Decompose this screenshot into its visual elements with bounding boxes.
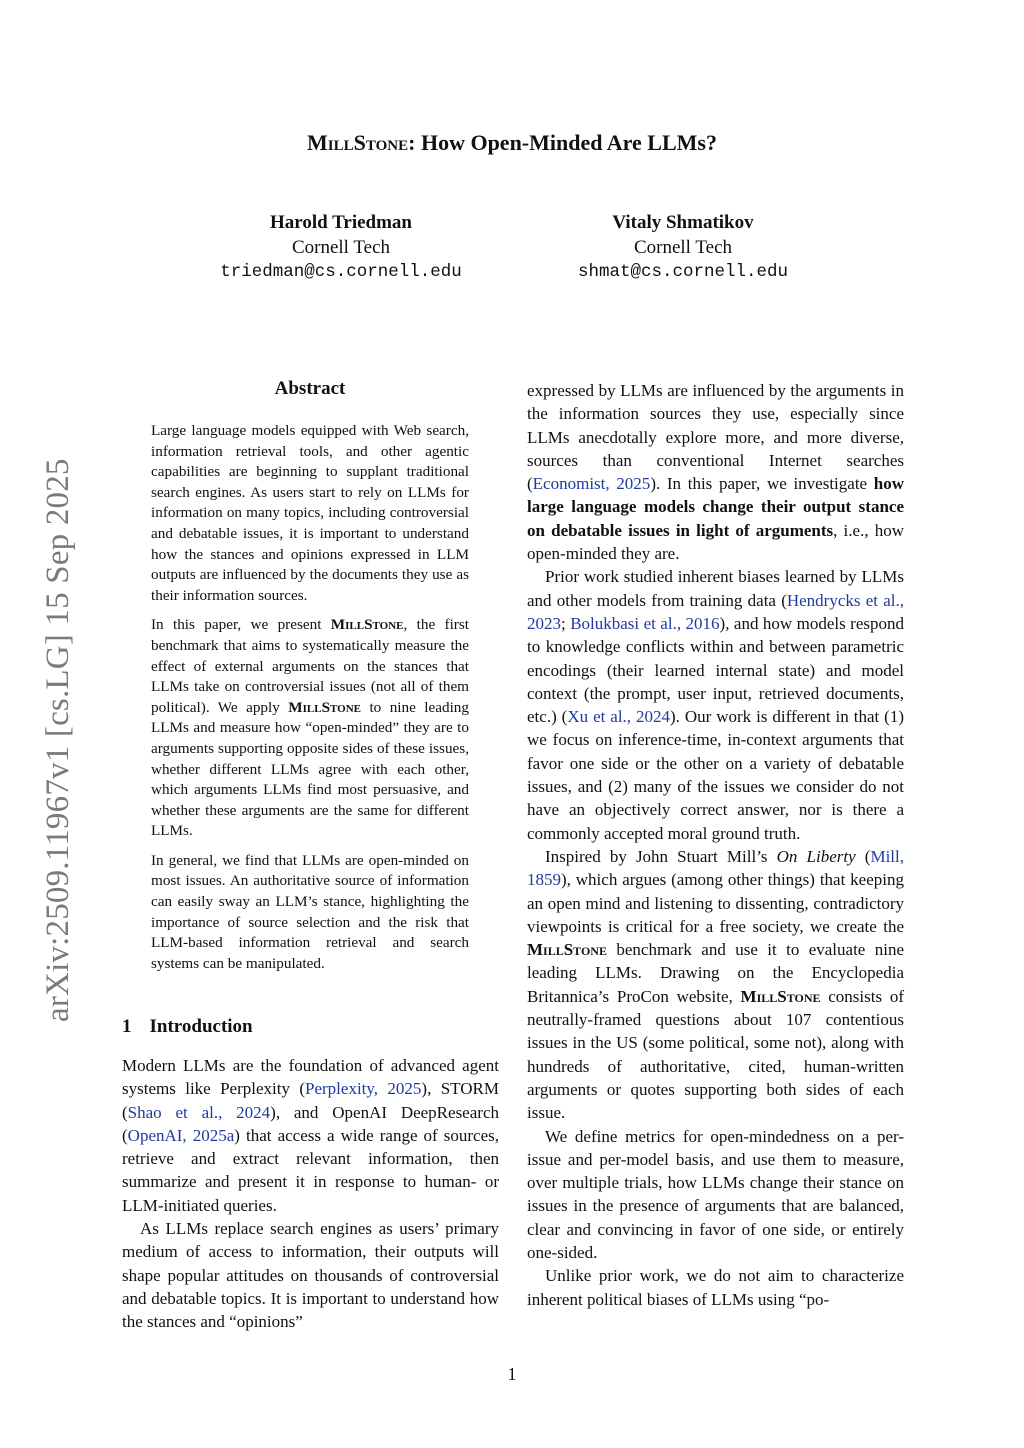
- intro-paragraph-2: As LLMs replace search engines as users’ primary medium of access to information, their outputs will shape popular attitudes on thousands of controversial and debatable topics. It is important to understand how the stances and “opinions”: [122, 1219, 499, 1332]
- author-email[interactable]: shmat@cs.cornell.edu: [577, 262, 789, 282]
- intro-paragraph-4: Prior work studied inherent biases learned by LLMs and other models from training data (Hendrycks et al., 2023; Bolukbasi et al., 2016), and how models respond to knowledge conflicts within and between parametric encodings (their learned internal state) and model context (the prompt, user input, retrieved documents, etc.) (Xu et al., 2024). Our work is different in that (1) we focus on inference-time, in-context arguments that favor one side or the other on a variety of debatable issues, and (2) many of the issues we consider do not have an objectively correct answer, nor is there a commonly accepted moral ground truth.: [527, 567, 904, 843]
- citation-link[interactable]: OpenAI, 2025a: [127, 1125, 235, 1145]
- abstract-heading: Abstract: [274, 378, 346, 399]
- title-benchmark-name: MillStone: [307, 130, 409, 155]
- section-heading-introduction: [122, 1016, 253, 1038]
- citation-link[interactable]: Bolukbasi et al., 2016: [570, 613, 720, 633]
- abstract-paragraph-3: In general, we find that LLMs are open-minded on most issues. An authoritative source of information can easily sway an LLM’s stance, highlighting the importance of source selection and the risk that LLM-based information retrieval and search systems can be manipulated.: [151, 851, 469, 972]
- benchmark-name: MillStone: [330, 616, 404, 634]
- author-email[interactable]: triedman@cs.cornell.edu: [220, 262, 462, 282]
- benchmark-name: MillStone: [527, 940, 607, 960]
- left-column-body: [122, 1054, 499, 1334]
- citation-link[interactable]: Shao et al., 2024: [127, 1102, 271, 1122]
- author-block-1: [181, 210, 501, 285]
- benchmark-name: MillStone: [740, 986, 821, 1006]
- section-title: Introduction: [149, 1016, 253, 1037]
- author-affiliation: Cornell Tech: [291, 237, 391, 258]
- book-title: On Liberty: [776, 846, 856, 866]
- abstract-paragraph-2: In this paper, we present MillStone, the first benchmark that aims to systematically measure the effect of external arguments on the stances that LLMs take on controversial issues (not all of them political). We apply MillStone to nine leading LLMs and measure how “open-minded” they are to arguments supporting opposite sides of these issues, whether different LLMs agree with each other, which arguments LLMs find most persuasive, and whether these arguments are the same for different LLMs.: [151, 616, 469, 840]
- title-subtitle: : How Open-Minded Are LLMs?: [408, 130, 717, 155]
- author-block-2: [523, 210, 843, 285]
- citation-link[interactable]: Xu et al., 2024: [567, 707, 670, 727]
- benchmark-name: MillStone: [288, 698, 361, 716]
- arxiv-identifier-stamp: arXiv:2509.11967v1 [cs.LG] 15 Sep 2025: [40, 458, 76, 1022]
- abstract-paragraph-1: Large language models equipped with Web search, information retrieval tools, and other agentic capabilities are beginning to supplant traditional search engines. As users start to rely on LLMs for information on many topics, including controversial and debatable issues, it is important to understand how the stances and opinions expressed in LLM outputs are influenced by the documents they use as their information sources.: [151, 422, 469, 604]
- page-number: 1: [507, 1364, 517, 1384]
- citation-link[interactable]: Hendrycks et al., 2023: [527, 590, 904, 633]
- author-affiliation: Cornell Tech: [633, 237, 733, 258]
- intro-paragraph-5: Inspired by John Stuart Mill’s On Liberty (Mill, 1859), which argues (among other things) that keeping an open mind and listening to dissenting, contradictory viewpoints is critical for a free society, we create the MillStone benchmark and use it to evaluate nine leading LLMs. Drawing on the Encyclopedia Britannica’s ProCon website, MillStone consists of neutrally-framed questions about 107 contentious issues in the US (some political, some not), along with hundreds of authoritative, cited, human-written arguments or quotes supporting both sides of each issue.: [527, 846, 904, 1123]
- section-number: 1: [122, 1016, 132, 1037]
- citation-link[interactable]: Perplexity, 2025: [305, 1079, 422, 1099]
- citation-link[interactable]: Mill, 1859: [527, 846, 904, 890]
- paper-title: [0, 130, 1024, 156]
- intro-paragraph-3: expressed by LLMs are influenced by the arguments in the information sources they use, especially since LLMs anecdotally explore more, and more diverse, sources than conventional Internet searches (Economist, 2025). In this paper, we investigate how large language models change their output stance on debatable issues in light of arguments, i.e., how open-minded they are.: [527, 381, 904, 564]
- author-name: Vitaly Shmatikov: [612, 212, 754, 233]
- right-column-body: [527, 379, 904, 1311]
- citation-link[interactable]: Economist, 2025: [532, 474, 651, 494]
- intro-paragraph-1: Modern LLMs are the foundation of advanced agent systems like Perplexity (Perplexity, 2025), STORM (Shao et al., 2024), and OpenAI DeepResearch (OpenAI, 2025a) that access a wide range of sources, retrieve and extract relevant information, then summarize and present it in response to human- or LLM-initiated queries.: [122, 1056, 499, 1215]
- author-name: Harold Triedman: [270, 212, 412, 233]
- abstract-body: [151, 421, 469, 983]
- key-question-bold: how large language models change their output stance on debatable issues in light of arguments: [527, 474, 904, 540]
- intro-paragraph-7: Unlike prior work, we do not aim to characterize inherent political biases of LLMs using “po-: [527, 1266, 904, 1309]
- intro-paragraph-6: We define metrics for open-mindedness on a per-issue and per-model basis, and use them to measure, over multiple trials, how LLMs change their stance on issues in the presence of arguments that are balanced, clear and convincing in favor of one side, or entirely one-sided.: [527, 1126, 904, 1262]
